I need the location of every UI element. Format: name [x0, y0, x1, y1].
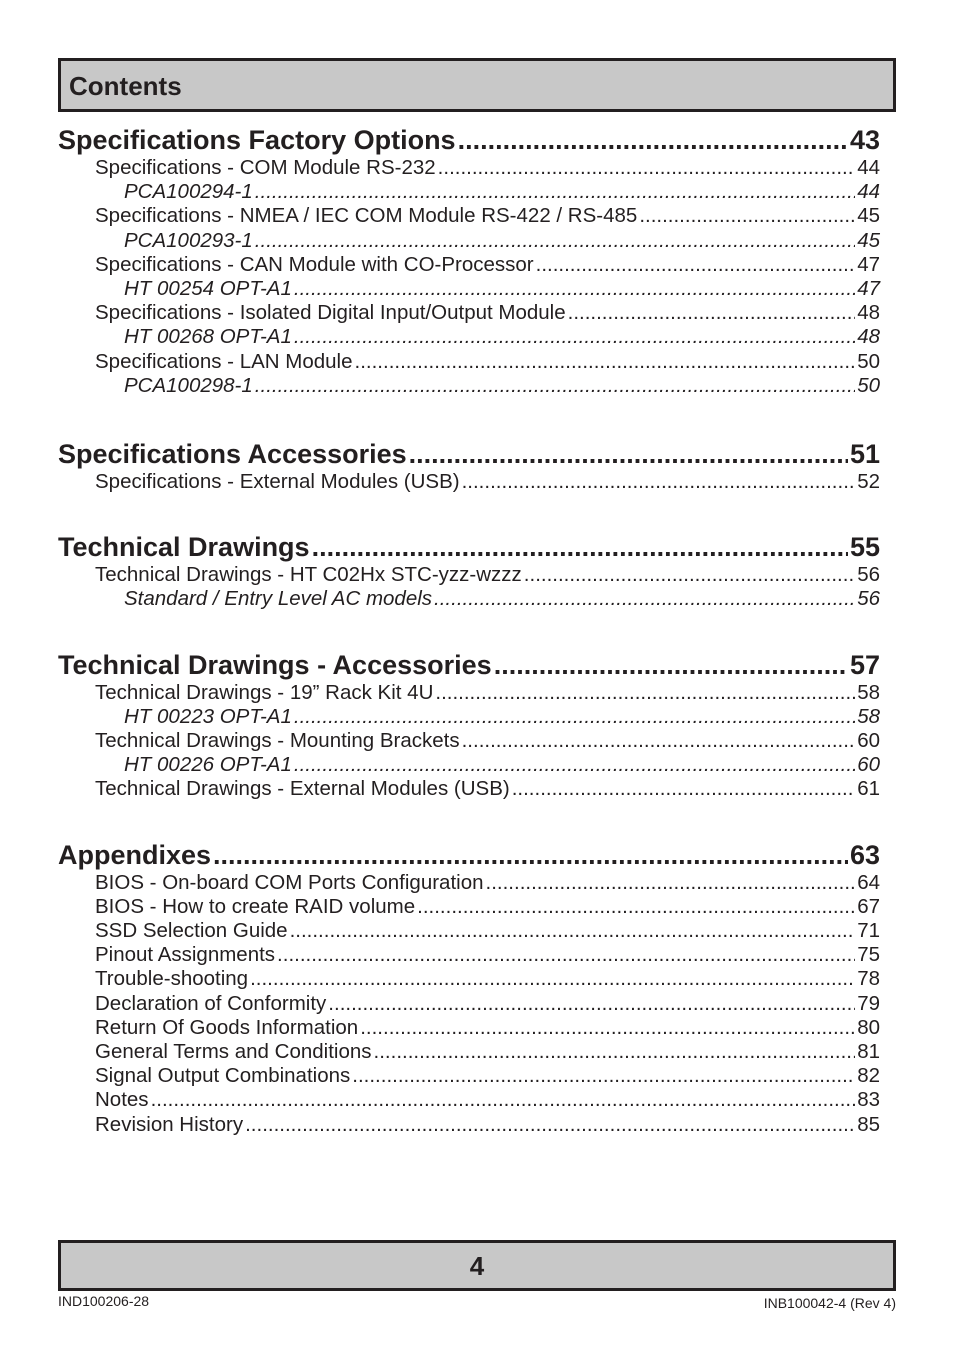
toc-page-number: 60: [857, 729, 880, 753]
page-number: 4: [469, 1251, 485, 1281]
toc-page-number: 45: [857, 228, 880, 252]
toc-entry[interactable]: [58, 919, 880, 943]
leader-dots: [255, 229, 855, 253]
toc-page-number: 52: [857, 470, 880, 494]
toc-entry-label: Revision History: [95, 1112, 244, 1136]
toc-section-title: Specifications Accessories: [58, 439, 407, 470]
toc-page-number: 50: [857, 349, 880, 373]
toc-subentry[interactable]: [58, 277, 880, 301]
toc-entry[interactable]: [58, 681, 880, 705]
toc-entry[interactable]: [58, 301, 880, 325]
leader-dots: [355, 350, 856, 374]
toc-entry[interactable]: [58, 563, 880, 587]
toc-page-number: 47: [857, 252, 880, 276]
toc-section: [58, 124, 880, 398]
toc-entry[interactable]: [58, 943, 880, 967]
toc-page-number: 58: [857, 704, 880, 728]
toc-page-number: 80: [857, 1015, 880, 1039]
toc-entry-label: Trouble-shooting: [95, 967, 249, 991]
leader-dots: [277, 943, 855, 967]
toc-subentry[interactable]: [58, 374, 880, 398]
toc-entry[interactable]: [58, 1040, 880, 1064]
leader-dots: [409, 438, 848, 470]
toc-entry-label: Technical Drawings - Mounting Brackets: [95, 729, 460, 753]
toc-page-number: 48: [857, 325, 880, 349]
toc-page-number: 48: [857, 301, 880, 325]
toc-page-number: 67: [857, 894, 880, 918]
toc-page-number: 79: [857, 991, 880, 1015]
toc-entry-label: Specifications - Isolated Digital Input/Output Module: [95, 301, 566, 325]
toc-entry-label: Specifications - CAN Module with CO-Processor: [95, 252, 534, 276]
toc-page-number: 75: [857, 943, 880, 967]
leader-dots: [462, 729, 856, 753]
toc-entry[interactable]: [58, 470, 880, 494]
leader-dots: [250, 967, 855, 991]
toc-page-number: 78: [857, 967, 880, 991]
toc-entry[interactable]: [58, 729, 880, 753]
toc-entry[interactable]: [58, 350, 880, 374]
toc-page-number: 50: [857, 373, 880, 397]
leader-dots: [435, 681, 855, 705]
leader-dots: [328, 992, 855, 1016]
leader-dots: [458, 124, 848, 156]
toc-subentry[interactable]: [58, 229, 880, 253]
leader-dots: [294, 753, 855, 777]
toc-entry[interactable]: [58, 204, 880, 228]
toc-page-number: 85: [857, 1112, 880, 1136]
leader-dots: [312, 531, 848, 563]
toc-section: [58, 839, 880, 1137]
toc-entry[interactable]: [58, 1088, 880, 1112]
leader-dots: [245, 1113, 855, 1137]
leader-dots: [494, 649, 848, 681]
toc-entry-label: Specifications - NMEA / IEC COM Module RS-422 / RS-485: [95, 204, 638, 228]
toc-entry-label: Pinout Assignments: [95, 943, 276, 967]
toc-section-title: Specifications Factory Options: [58, 125, 456, 155]
leader-dots: [352, 1064, 855, 1088]
toc-entry-label: PCA100293-1: [124, 228, 253, 252]
table-of-contents: [58, 124, 880, 1137]
leader-dots: [417, 895, 855, 919]
toc-subentry[interactable]: [58, 180, 880, 204]
leader-dots: [486, 871, 856, 895]
leader-dots: [374, 1040, 856, 1064]
leader-dots: [462, 470, 856, 494]
document-id-left: IND100206-28: [58, 1293, 150, 1309]
toc-subentry[interactable]: [58, 753, 880, 777]
toc-entry-label: PCA100294-1: [124, 180, 253, 204]
toc-page-number: 56: [857, 563, 880, 587]
document-id-right: INB100042-4 (Rev 4): [763, 1295, 896, 1311]
toc-page-number: 58: [857, 680, 880, 704]
toc-entry-label: General Terms and Conditions: [95, 1040, 372, 1064]
toc-entry-label: PCA100298-1: [124, 373, 253, 397]
toc-entry-label: BIOS - On-board COM Ports Configuration: [95, 870, 484, 894]
toc-entry[interactable]: [58, 967, 880, 991]
toc-entry-label: HT 00223 OPT-A1: [124, 704, 292, 728]
leader-dots: [434, 587, 855, 611]
leader-dots: [255, 374, 855, 398]
leader-dots: [294, 705, 855, 729]
toc-page-number: 61: [857, 777, 880, 801]
toc-entry-label: Technical Drawings - 19” Rack Kit 4U: [95, 680, 434, 704]
toc-section-heading[interactable]: [58, 531, 880, 563]
toc-entry-label: Technical Drawings - External Modules (USB): [95, 777, 510, 801]
contents-header-bar: [58, 58, 896, 112]
leader-dots: [438, 156, 856, 180]
toc-page-number: 56: [857, 587, 880, 611]
leader-dots: [290, 919, 856, 943]
toc-page-number: 55: [849, 532, 880, 563]
toc-entry-label: Return Of Goods Information: [95, 1015, 359, 1039]
toc-section-heading[interactable]: [58, 124, 880, 156]
toc-entry[interactable]: [58, 777, 880, 801]
toc-page-number: 44: [857, 180, 880, 204]
toc-section-heading[interactable]: [58, 839, 880, 871]
page-title: Contents: [69, 71, 182, 101]
toc-subentry[interactable]: [58, 705, 880, 729]
toc-entry-label: Signal Output Combinations: [95, 1064, 351, 1088]
toc-page-number: 57: [849, 649, 880, 680]
toc-section-heading[interactable]: [58, 649, 880, 681]
toc-subentry[interactable]: [58, 587, 880, 611]
leader-dots: [294, 325, 855, 349]
footer-bar: [58, 1240, 896, 1291]
toc-entry-label: Specifications - LAN Module: [95, 349, 353, 373]
toc-page-number: 64: [857, 870, 880, 894]
toc-section: [58, 531, 880, 611]
leader-dots: [536, 253, 856, 277]
toc-entry-label: Specifications - External Modules (USB): [95, 470, 460, 494]
leader-dots: [568, 301, 856, 325]
toc-entry-label: Technical Drawings - HT C02Hx STC-yzz-wzzz: [95, 563, 522, 587]
toc-entry-label: HT 00268 OPT-A1: [124, 325, 292, 349]
toc-entry[interactable]: [58, 1113, 880, 1137]
toc-entry-label: Declaration of Conformity: [95, 991, 327, 1015]
toc-entry[interactable]: [58, 992, 880, 1016]
toc-page-number: 83: [857, 1088, 880, 1112]
toc-page-number: 47: [857, 277, 880, 301]
leader-dots: [524, 563, 855, 587]
toc-section: [58, 438, 880, 494]
toc-page-number: 43: [849, 125, 880, 155]
toc-entry[interactable]: [58, 156, 880, 180]
toc-entry[interactable]: [58, 1016, 880, 1040]
toc-page-number: 63: [849, 839, 880, 870]
toc-page-number: 60: [857, 753, 880, 777]
toc-page-number: 44: [857, 156, 880, 179]
toc-page-number: 81: [857, 1040, 880, 1064]
toc-entry-label: Specifications - COM Module RS-232: [95, 156, 436, 179]
toc-entry[interactable]: [58, 1064, 880, 1088]
toc-entry[interactable]: [58, 871, 880, 895]
leader-dots: [255, 180, 855, 204]
toc-entry[interactable]: [58, 253, 880, 277]
toc-page-number: 71: [857, 919, 880, 943]
toc-entry-label: Notes: [95, 1088, 149, 1112]
toc-section-title: Technical Drawings: [58, 532, 310, 563]
toc-entry-label: BIOS - How to create RAID volume: [95, 894, 416, 918]
toc-entry-label: Standard / Entry Level AC models: [124, 587, 433, 611]
toc-entry[interactable]: [58, 895, 880, 919]
toc-page-number: 82: [857, 1064, 880, 1088]
toc-page-number: 51: [849, 439, 880, 470]
leader-dots: [294, 277, 855, 301]
toc-page-number: 45: [857, 204, 880, 228]
toc-section: [58, 649, 880, 802]
leader-dots: [213, 839, 848, 871]
leader-dots: [151, 1088, 856, 1112]
toc-section-title: Appendixes: [58, 839, 212, 870]
toc-entry-label: SSD Selection Guide: [95, 919, 288, 943]
leader-dots: [360, 1016, 855, 1040]
toc-entry-label: HT 00254 OPT-A1: [124, 277, 292, 301]
toc-entry-label: HT 00226 OPT-A1: [124, 753, 292, 777]
toc-section-title: Technical Drawings - Accessories: [58, 649, 492, 680]
leader-dots: [512, 777, 855, 801]
toc-subentry[interactable]: [58, 325, 880, 349]
leader-dots: [639, 204, 855, 228]
toc-section-heading[interactable]: [58, 438, 880, 470]
